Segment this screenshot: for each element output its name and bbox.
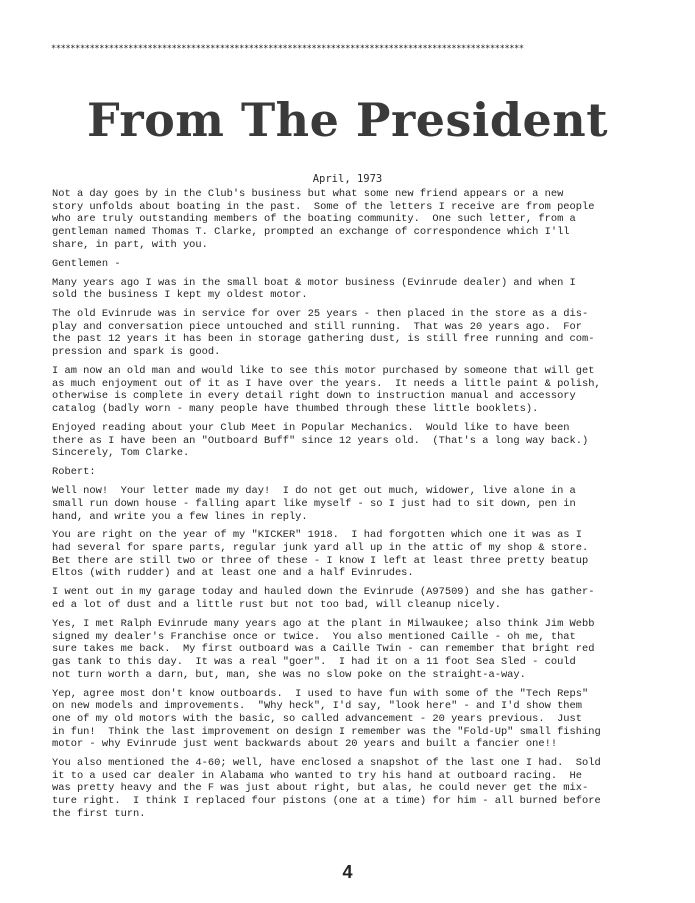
text-line: signed my dealer's Franchise once or twice. You also mentioned Caille - oh me, that (52, 630, 576, 643)
text-line: Yep, agree most don't know outboards. I used to have fun with some of the "Tech Reps" (52, 687, 589, 700)
text-line: You are right on the year of my "KICKER" 1918. I had forgotten which one it was as I (52, 529, 583, 542)
text-line: Sincerely, Tom Clarke. (52, 447, 190, 460)
paragraph (52, 485, 644, 523)
text-line: ture right. I think I replaced four pistons (one at a time) for him - all burned before (52, 795, 601, 808)
text-line: Robert: (52, 466, 96, 479)
text-line: motor - why Evinrude just went backwards about 20 years and built a fancier one!! (52, 738, 558, 751)
text-line: I went out in my garage today and hauled down the Evinrude (A97509) and she has gather- (52, 586, 595, 599)
text-line: catalog (badly worn - many people have thumbed through these little booklets). (52, 403, 539, 416)
text-line: pression and spark is good. (52, 346, 221, 359)
text-line: on new models and improvements. "Why heck", I'd say, "look here" - and I'd show them (52, 700, 583, 713)
text-line: the past 12 years it has been in storage gathering dust, is still free running and com- (52, 333, 595, 346)
article-body (52, 188, 644, 827)
paragraph (52, 308, 644, 359)
paragraph (52, 529, 644, 580)
text-line: Eltos (with rudder) and at least one and a half Evinrudes. (52, 567, 414, 580)
text-line: The old Evinrude was in service for over 25 years - then placed in the store as a dis- (52, 308, 589, 321)
text-line: had several for spare parts, regular junk yard all up in the attic of my shop & store. (52, 542, 589, 555)
text-line: was pretty heavy and the F was just about right, but alas, he could never get the mix- (52, 782, 589, 795)
text-line: You also mentioned the 4-60; well, have enclosed a snapshot of the last one I had. Sold (52, 757, 601, 770)
text-line: Not a day goes by in the Club's business but what some new friend appears or a new (52, 188, 564, 200)
paragraph (52, 365, 644, 416)
text-line: the first turn. (52, 807, 146, 820)
text-line: Many years ago I was in the small boat & motor business (Evinrude dealer) and when I (52, 276, 576, 289)
text-line: there as I have been an "Outboard Buff" since 12 years old. (That's a long way back.) (52, 434, 589, 447)
text-line: Yes, I met Ralph Evinrude many years ago at the plant in Milwaukee; also think Jim Webb (52, 618, 595, 630)
paragraph (52, 618, 644, 681)
text-line: otherwise is complete in every detail right down to instruction manual and accessory (52, 390, 576, 403)
text-line: hand, and write you a few lines in reply. (52, 510, 308, 523)
text-line: sold the business I kept my oldest motor. (52, 289, 308, 302)
text-line: Enjoyed reading about your Club Meet in Popular Mechanics. Would like to have been (52, 421, 570, 434)
asterisk-rule: ************************************************************************************************** (51, 44, 524, 54)
text-line: not turn worth a darn, but, man, she was no slow poke on the straight-a-way. (52, 668, 526, 681)
text-line: small run down house - falling apart like myself - so I just had to sit down, pen in (52, 497, 576, 510)
paragraph (52, 277, 644, 302)
text-line: gentleman named Thomas T. Clarke, prompted an exchange of correspondence which I'll (52, 225, 570, 238)
text-line: story unfolds about boating in the past. Some of the letters I receive are from people (52, 200, 595, 213)
text-line: share, in part, with you. (52, 238, 208, 251)
text-line: in fun! Think the last improvement on design I remember was the "Fold-Up" small fishing (52, 725, 601, 738)
paragraph (52, 188, 644, 251)
text-line: ed a lot of dust and a little rust but not too bad, will cleanup nicely. (52, 599, 501, 612)
paragraph (52, 688, 644, 751)
text-line: Bet there are still two or three of these - I know I left at least three pretty beatup (52, 554, 589, 567)
paragraph (52, 757, 644, 820)
text-line: gas tank to this day. It was a real "goer". I had it on a 11 foot Sea Sled - could (52, 655, 576, 668)
text-line: I am now an old man and would like to see this motor purchased by someone that will get (52, 365, 595, 378)
text-line: one of my old motors with the basic, so called advancement - 20 years previous. Just (52, 712, 583, 725)
text-line: Gentlemen - (52, 257, 121, 270)
page-title: From The President (87, 93, 608, 147)
page-number: 4 (342, 862, 353, 882)
text-line: as much enjoyment out of it as I have over the years. It needs a little paint & polish, (52, 377, 601, 390)
paragraph (52, 466, 644, 479)
letter-date: April, 1973 (312, 173, 383, 185)
text-line: sure takes me back. My first outboard was a Caille Twin - can remember that bright red (52, 643, 595, 656)
paragraph (52, 422, 644, 460)
text-line: Well now! Your letter made my day! I do not get out much, widower, live alone in a (52, 485, 576, 498)
paragraph (52, 586, 644, 611)
text-line: who are truly outstanding members of the boating community. One such letter, from a (52, 213, 576, 226)
text-line: play and conversation piece untouched and still running. That was 20 years ago. For (52, 320, 583, 333)
paragraph (52, 258, 644, 271)
text-line: it to a used car dealer in Alabama who wanted to try his hand at outboard racing. He (52, 769, 583, 782)
